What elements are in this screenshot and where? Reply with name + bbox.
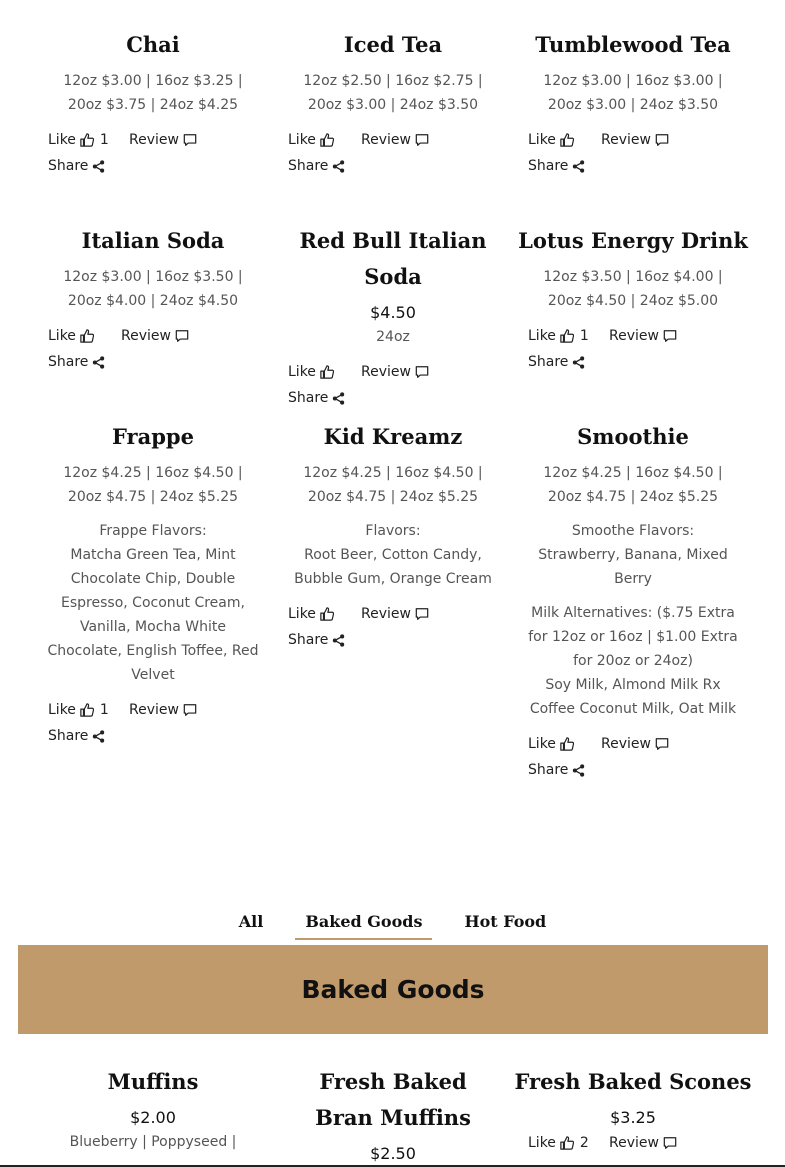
share-icon <box>92 730 105 743</box>
menu-item-muffins <box>33 1064 273 1166</box>
like-button[interactable] <box>288 601 361 627</box>
like-count: 1 <box>99 702 109 718</box>
comment-icon <box>415 133 429 147</box>
note-body: Matcha Green Tea, Mint Chocolate Chip, Double Espresso, Coconut Cream, Vanilla, Mocha White Chocolate, English Toffee, Red Velvet <box>47 547 259 683</box>
tab-baked-goods[interactable]: Baked Goods <box>295 908 432 940</box>
share-label: Share <box>48 158 89 174</box>
item-note <box>47 519 259 687</box>
share-icon <box>92 160 105 173</box>
thumbs-up-icon <box>560 737 574 751</box>
thumbs-up-icon <box>80 329 94 343</box>
item-description: 12oz $4.25 | 16oz $4.50 | 20oz $4.75 | 24oz $5.25 <box>543 465 723 505</box>
item-description: 12oz $3.00 | 16oz $3.00 | 20oz $3.00 | 24oz $3.50 <box>543 73 723 113</box>
thumbs-up-icon <box>320 133 334 147</box>
like-button[interactable] <box>288 359 361 385</box>
item-description: 12oz $3.00 | 16oz $3.50 | 20oz $4.00 | 24oz $4.50 <box>63 269 243 309</box>
item-description: 12oz $3.00 | 16oz $3.25 | 20oz $3.75 | 24oz $4.25 <box>63 73 243 113</box>
like-count: 2 <box>579 1135 589 1151</box>
menu-item-tumblewood-tea <box>513 27 753 179</box>
like-button[interactable] <box>528 127 601 153</box>
review-label: Review <box>361 132 411 148</box>
like-button[interactable] <box>528 731 601 757</box>
drinks-row-2 <box>33 223 753 411</box>
item-actions <box>33 127 273 179</box>
share-label: Share <box>48 728 89 744</box>
item-size: 24oz <box>376 329 410 345</box>
comment-icon <box>175 329 189 343</box>
category-tabs <box>0 908 785 940</box>
thumbs-up-icon <box>560 133 574 147</box>
note-title: Flavors: <box>365 523 421 539</box>
section-banner <box>18 945 768 1034</box>
drinks-row-1 <box>33 27 753 179</box>
item-price: $3.25 <box>610 1108 656 1127</box>
item-title: Lotus Energy Drink <box>518 228 748 253</box>
tab-all[interactable]: All <box>238 912 264 931</box>
share-label: Share <box>48 354 89 370</box>
tab-hot-food[interactable]: Hot Food <box>464 912 547 931</box>
item-title: Red Bull Italian Soda <box>299 228 487 289</box>
item-actions <box>513 1130 753 1156</box>
review-button[interactable] <box>361 359 429 385</box>
review-label: Review <box>609 1135 659 1151</box>
item-price: $2.00 <box>130 1108 176 1127</box>
note-title: Milk Alternatives: ($.75 Extra for 12oz or 16oz | $1.00 Extra for 20oz or 24oz) <box>528 605 738 669</box>
review-button[interactable] <box>601 127 669 153</box>
share-label: Share <box>528 354 569 370</box>
like-label: Like <box>528 736 556 752</box>
item-description: 12oz $2.50 | 16oz $2.75 | 20oz $3.00 | 24oz $3.50 <box>303 73 483 113</box>
review-button[interactable] <box>129 127 197 153</box>
review-label: Review <box>121 328 171 344</box>
review-button[interactable] <box>361 127 429 153</box>
note-body: Soy Milk, Almond Milk Rx Coffee Coconut Milk, Oat Milk <box>529 677 737 717</box>
item-title: Muffins <box>107 1069 199 1094</box>
section-title: Baked Goods <box>301 975 485 1004</box>
share-button[interactable] <box>48 349 105 375</box>
item-actions <box>33 323 273 375</box>
review-label: Review <box>601 132 651 148</box>
like-label: Like <box>288 606 316 622</box>
review-button[interactable] <box>609 1130 677 1156</box>
review-button[interactable] <box>121 323 189 349</box>
review-label: Review <box>361 364 411 380</box>
note-body: Strawberry, Banana, Mixed Berry <box>538 547 728 587</box>
share-button[interactable] <box>528 349 585 375</box>
like-count: 1 <box>579 328 589 344</box>
review-label: Review <box>361 606 411 622</box>
menu-item-italian-soda <box>33 223 273 411</box>
review-button[interactable] <box>129 697 197 723</box>
menu-item-red-bull-italian-soda <box>273 223 513 411</box>
like-label: Like <box>48 132 76 148</box>
menu-item-bran-muffins <box>273 1064 513 1166</box>
drinks-row-3 <box>33 419 753 783</box>
share-label: Share <box>288 158 329 174</box>
share-icon <box>572 356 585 369</box>
like-label: Like <box>48 702 76 718</box>
item-description: Blueberry | Poppyseed | <box>69 1134 237 1150</box>
like-button[interactable] <box>48 323 121 349</box>
item-description: 12oz $4.25 | 16oz $4.50 | 20oz $4.75 | 24oz $5.25 <box>63 465 243 505</box>
item-title: Chai <box>126 32 180 57</box>
like-label: Like <box>288 364 316 380</box>
share-icon <box>572 764 585 777</box>
item-title: Tumblewood Tea <box>535 32 731 57</box>
comment-icon <box>183 703 197 717</box>
menu-item-chai <box>33 27 273 179</box>
menu-item-frappe <box>33 419 273 783</box>
like-count: 1 <box>99 132 109 148</box>
share-label: Share <box>288 632 329 648</box>
review-button[interactable] <box>609 323 677 349</box>
share-label: Share <box>528 158 569 174</box>
item-title: Smoothie <box>577 424 689 449</box>
like-button[interactable] <box>528 323 609 349</box>
share-button[interactable] <box>528 757 585 783</box>
comment-icon <box>415 607 429 621</box>
comment-icon <box>663 329 677 343</box>
like-label: Like <box>528 328 556 344</box>
item-actions <box>273 127 513 179</box>
baked-goods-row <box>33 1064 753 1166</box>
item-actions <box>273 601 513 653</box>
item-actions <box>513 127 753 179</box>
item-note-milk <box>527 601 739 721</box>
item-description: 12oz $3.50 | 16oz $4.00 | 20oz $4.50 | 24oz $5.00 <box>543 269 723 309</box>
like-label: Like <box>528 132 556 148</box>
note-title: Frappe Flavors: <box>99 523 207 539</box>
item-note <box>287 519 499 591</box>
item-title: Italian Soda <box>81 228 225 253</box>
item-title: Frappe <box>112 424 194 449</box>
item-actions <box>513 323 753 375</box>
item-actions <box>33 697 273 749</box>
menu-item-scones <box>513 1064 753 1166</box>
menu-item-lotus-energy-drink <box>513 223 753 411</box>
share-button[interactable] <box>288 385 345 411</box>
thumbs-up-icon <box>80 703 94 717</box>
menu-item-kid-kreamz <box>273 419 513 783</box>
comment-icon <box>415 365 429 379</box>
note-body: Root Beer, Cotton Candy, Bubble Gum, Orange Cream <box>294 547 492 587</box>
thumbs-up-icon <box>560 1136 574 1150</box>
like-button[interactable] <box>288 127 361 153</box>
review-button[interactable] <box>601 731 669 757</box>
like-button[interactable] <box>48 127 129 153</box>
review-label: Review <box>601 736 651 752</box>
like-label: Like <box>288 132 316 148</box>
item-actions <box>513 731 753 783</box>
comment-icon <box>663 1136 677 1150</box>
item-note <box>527 519 739 591</box>
item-actions <box>273 359 513 411</box>
share-button[interactable] <box>288 627 345 653</box>
share-button[interactable] <box>528 153 585 179</box>
share-icon <box>572 160 585 173</box>
share-button[interactable] <box>48 153 105 179</box>
thumbs-up-icon <box>560 329 574 343</box>
share-label: Share <box>528 762 569 778</box>
comment-icon <box>655 133 669 147</box>
review-button[interactable] <box>361 601 429 627</box>
like-label: Like <box>48 328 76 344</box>
like-label: Like <box>528 1135 556 1151</box>
menu-item-iced-tea <box>273 27 513 179</box>
item-price: $4.50 <box>370 303 416 322</box>
share-button[interactable] <box>48 723 105 749</box>
review-label: Review <box>129 132 179 148</box>
review-label: Review <box>609 328 659 344</box>
thumbs-up-icon <box>320 607 334 621</box>
item-title: Fresh Baked Scones <box>514 1069 752 1094</box>
like-button[interactable] <box>528 1130 609 1156</box>
share-icon <box>92 356 105 369</box>
comment-icon <box>655 737 669 751</box>
menu-item-smoothie <box>513 419 753 783</box>
share-button[interactable] <box>288 153 345 179</box>
like-button[interactable] <box>48 697 129 723</box>
item-title: Iced Tea <box>343 32 443 57</box>
review-label: Review <box>129 702 179 718</box>
comment-icon <box>183 133 197 147</box>
item-title: Kid Kreamz <box>323 424 463 449</box>
share-icon <box>332 392 345 405</box>
thumbs-up-icon <box>320 365 334 379</box>
item-description: 12oz $4.25 | 16oz $4.50 | 20oz $4.75 | 24oz $5.25 <box>303 465 483 505</box>
note-title: Smoothe Flavors: <box>571 523 695 539</box>
thumbs-up-icon <box>80 133 94 147</box>
share-icon <box>332 160 345 173</box>
item-price: $2.50 <box>370 1144 416 1163</box>
share-label: Share <box>288 390 329 406</box>
item-title: Fresh Baked Bran Muffins <box>315 1069 471 1130</box>
share-icon <box>332 634 345 647</box>
